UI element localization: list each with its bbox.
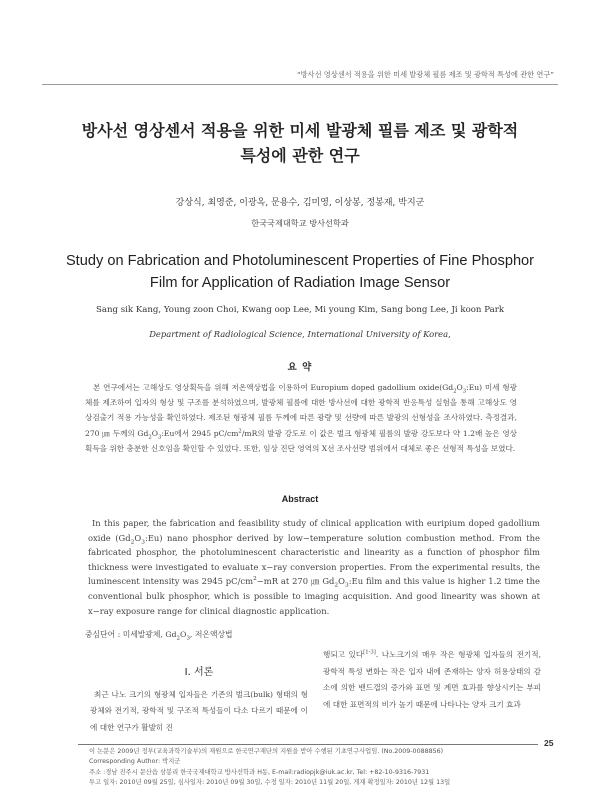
text-run: 본 연구에서는 고해상도 영상획득을 위해 저온액상법을 이용하여 Europium doped gadollium oxide(Gd — [93, 383, 454, 392]
introduction-heading: I. 서론 — [184, 667, 214, 678]
korean-title — [60, 118, 540, 168]
korean-authors: 강상식, 최영준, 이광옥, 문용수, 김미영, 이상봉, 정봉재, 박지군 — [175, 198, 425, 208]
subscript: 2 — [176, 635, 181, 642]
text-run: O — [180, 630, 187, 639]
header-rule — [42, 84, 558, 85]
english-abstract-body — [88, 516, 540, 618]
text-run: :Eu) nano phosphor derived by low−temperature solution combustion method. From the fabricated phosphor, the photoluminescent characteristic and linearity as a function of phosphor film thickness were investigated to evaluate x−ray conversion properties. From the experimental results, the luminescent intensity was 2945 pC/cm — [88, 532, 540, 587]
superscript: 2 — [238, 428, 242, 435]
subscript: 3 — [141, 539, 145, 546]
subscript: 3 — [345, 583, 349, 590]
footnote-rule — [78, 744, 538, 745]
subscript: 2 — [453, 388, 457, 395]
footnotes — [89, 747, 529, 789]
korean-affiliation: 한국국제대학교 방사선학과 — [251, 218, 349, 228]
english-authors: Sang sik Kang, Young zoon Choi, Kwang oop Lee, Mi young Kim, Sang bong Lee, Ji koon Park — [95, 305, 505, 315]
subscript: 3 — [462, 388, 467, 395]
keywords-line — [85, 629, 233, 640]
text-run: O — [456, 383, 463, 392]
introduction-right-column — [323, 647, 541, 713]
english-title-line-1: Study on Fabrication and Photoluminescent Properties of Fine Phosphor — [65, 253, 535, 269]
subscript: 3 — [186, 635, 190, 642]
funding-note: 이 논문은 2009년 정부(교육과학기술부)의 재원으로 한국연구재단의 지원을 받아 수행된 기초연구사업임. (No.2009-0088856) — [89, 748, 444, 755]
subscript: 2 — [334, 583, 339, 590]
english-abstract-heading: Abstract — [281, 494, 319, 504]
text-run: O — [338, 576, 346, 587]
korean-abstract-body — [85, 380, 517, 456]
text-run: :Eu film and this value is higher 1.2 time the conventional bulk phosphor, which is possible to imaging acquisition. And good linearity was shown at x−ray exposure range for clinical diagnostic application. — [88, 576, 540, 616]
page-number: 25 — [544, 738, 554, 748]
english-abstract-paragraph — [88, 516, 540, 618]
keywords-label: 중심단어 : 미세발광체, Gd — [85, 630, 177, 639]
text-run: O — [151, 428, 158, 438]
korean-abstract-paragraph — [85, 380, 517, 456]
text-run: :Eu에서 2945 pC/cm — [161, 428, 239, 438]
introduction-paragraph: 최근 나노 크기의 형광체 입자들은 기존의 벌크(bulk) 형태의 형광체와 전기적, 광학적 및 구조적 특성들이 다소 다르기 때문에 이에 대한 연구가 활발히 진 — [90, 690, 308, 732]
korean-abstract-heading: 요 약 — [287, 362, 313, 373]
english-affiliation: Department of Radiological Science, International University of Korea, — [149, 329, 451, 339]
corresponding-author: Corresponding Author: 박지군 — [89, 758, 181, 766]
text-run: In this paper, the fabrication and feasibility study of clinical application with euripium doped gadollium oxide (Gd — [88, 518, 540, 543]
english-title — [60, 250, 540, 294]
english-title-line-2: Film for Application of Radiation Image Sensor — [149, 275, 451, 291]
text-run: 행되고 있다 — [323, 650, 364, 659]
text-run: −mR at 270 ㎛ Gd — [256, 576, 335, 587]
contact-address[interactable]: 주소 :경남 진주시 문산읍 삼봉리 한국국제대학교 방사선학과 H동, E-mail:radiopjk@iuk.ac.kr, Tel: +82-10-9316-7931 — [89, 768, 430, 776]
introduction-paragraph-continued — [323, 647, 541, 713]
submission-dates: 투고 일자: 2010년 09월 25일, 심사일자: 2010년 09월 30일, 수정 일자: 2010년 11월 20일, 게재 확정일자: 2010년 12월 13일 — [89, 779, 451, 787]
text-run: :Eu) 미세 형광체를 제조하여 입자의 형상 및 구조를 분석하였으며, 발광체 필름에 대한 방사선에 대한 광학적 반응특성 실험을 통해 고해상도 영상검출기 적용 가능성을 확인하였다. 제조된 형광체 필름 두께에 따른 광량 및 선량에 따른 발광의 선형성을 조사하였다. 측정결과, 270 ㎛ 두께의 Gd — [85, 383, 518, 438]
text-run: O — [134, 532, 142, 543]
text-run: /mR의 발광 강도로 이 값은 벌크 형광체 필름의 발광 강도보다 약 1.2배 높은 영상 획득을 위한 충분한 신호임을 확인할 수 있었다. 또한, 임상 진단 영역의 X선 조사선량 범위에서 대체로 좋은 선형적 특성을 보였다. — [85, 428, 518, 453]
introduction-left-column — [90, 687, 308, 736]
text-run: , 저온액상법 — [189, 630, 233, 639]
superscript: 2 — [253, 576, 257, 583]
korean-title-line-2: 특성에 관한 연구 — [240, 146, 360, 165]
running-header: “방사선 영상센서 적용을 위한 미세 발광체 필름 제조 및 광학적 특성에 관한 연구” — [296, 70, 554, 79]
text-run: . 나노크기의 매우 작은 형광체 입자들의 전기적, 광학적 특성 변화는 작은 입자 내에 존재하는 양자 허용상태의 감소에 의한 밴드갭의 증가와 표면 및 계면 효과를 향상시키는 부피에 대한 표면적의 비가 높기 때문에 나타나는 양자 크기 효과 — [323, 650, 542, 709]
citation-reference[interactable]: [1-3] — [363, 649, 376, 656]
subscript: 2 — [130, 539, 135, 546]
subscript: 2 — [148, 434, 152, 441]
subscript: 3 — [157, 434, 162, 441]
korean-title-line-1: 방사선 영상센서 적용을 위한 미세 발광체 필름 제조 및 광학적 — [81, 121, 519, 140]
